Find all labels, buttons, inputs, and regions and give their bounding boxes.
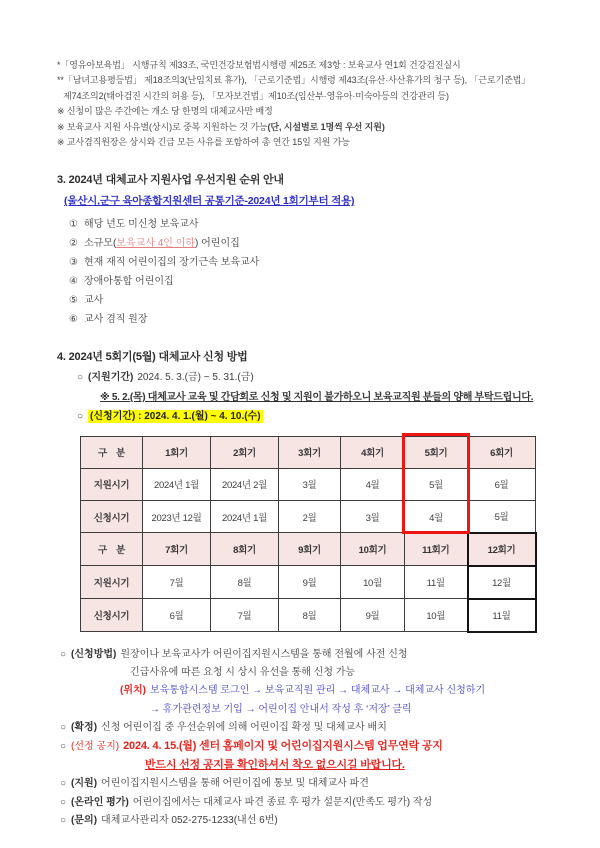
round-header-cell: 12회기 (468, 533, 536, 566)
legal-note-line-2: **「남녀고용평등법」 제18조의3(난임치료 휴가), 「근로기준법」시행령 제43조(유산·사산휴가의 청구 등), 「근로기준법」 (57, 75, 531, 86)
row-label-cell: 신청시기 (81, 599, 143, 632)
schedule-table (80, 436, 535, 633)
priority-item-5: ⑤ 교사 (69, 295, 104, 307)
confirm-line: ○ (확정) 신청 어린이집 중 우선순위에 의해 어린이집 확정 및 대체교사 배치 (60, 721, 387, 733)
support-month-cell: 6월 (468, 468, 536, 500)
bullet-circle: ○ (60, 796, 67, 808)
announcement-warning-line: 반드시 선정 공지를 확인하셔서 착오 없으시길 바랍니다. (145, 759, 405, 772)
location-path-line-1: (위치) 보육통합시스템 로그인 → 보육교직원 관리 → 대체교사 → 대체교사 신청하기 (120, 685, 486, 697)
support-month-row-2 (81, 566, 536, 599)
support-month-cell: 11월 (405, 566, 468, 599)
apply-period-highlight: (신청기간) : 2024. 4. 1.(월) ~ 4. 10.(수) (90, 411, 261, 423)
round-header-cell: 6회기 (468, 436, 536, 468)
apply-month-cell: 5월 (468, 500, 536, 533)
table-header-row-2 (81, 533, 536, 566)
support-month-cell: 7월 (143, 566, 211, 599)
priority-list (69, 215, 557, 329)
legal-notes (57, 58, 557, 150)
legal-note-line-3: 제74조의2(태아검진 시간의 허용 등), 「모자보건법」제10조(임산부·영유아·미숙아등의 건강관리 등) (63, 90, 449, 101)
bullet-circle: ○ (60, 740, 67, 752)
round-header-cell: 9회기 (279, 533, 341, 566)
table-header-row-1 (81, 436, 536, 468)
round-header-cell: 8회기 (211, 533, 279, 566)
row-label-cell: 신청시기 (81, 500, 143, 533)
dispatch-line: ○ (지원) 어린이집지원시스템을 통해 어린이집에 통보 및 대체교사 파견 (60, 778, 369, 790)
apply-month-cell: 9월 (341, 599, 405, 632)
round-header-cell: 2회기 (211, 436, 279, 468)
bullet-circle: ○ (60, 814, 67, 826)
document-content (57, 58, 557, 830)
bullet-circle: ○ (60, 648, 67, 660)
assignment-note-2: ※ 보육교사 지원 사유별(상시)로 중복 지원하는 것 가능(단, 시설별로 1명씩 우선 지원) (57, 121, 385, 132)
apply-method-line-2: 긴급사유에 따른 요청 시 상시 유선을 통해 신청 가능 (130, 667, 356, 679)
section4-title: 4. 2024년 5회기(5월) 대체교사 신청 방법 (57, 351, 248, 364)
apply-month-cell: 6월 (143, 599, 211, 632)
round-header-cell-5th: 5회기 (405, 436, 468, 468)
round-header-cell: 10회기 (341, 533, 405, 566)
apply-month-row-1 (81, 500, 536, 533)
apply-month-cell: 8월 (279, 599, 341, 632)
support-month-cell: 9월 (279, 566, 341, 599)
support-month-cell: 3월 (279, 468, 341, 500)
priority-item-4: ④ 장애아통합 어린이집 (69, 276, 174, 288)
apply-month-cell: 10월 (405, 599, 468, 632)
education-day-notice: ※ 5. 2.(목) 대체교사 교육 및 간담회로 신청 및 지원이 불가하오니 보육교직원 분들의 양해 부탁드립니다. (100, 391, 534, 403)
contact-line: ○ (문의) 대체교사관리자 052-275-1233(내선 6번) (60, 814, 278, 826)
support-month-cell: 2024년 2월 (211, 468, 279, 500)
legal-note-line-1: *「영유아보육법」 시행규칙 제33조, 국민건강보험법시행령 제25조 제3항 : 보육교사 연1회 건강검진실시 (57, 60, 461, 70)
apply-month-cell: 7월 (211, 599, 279, 632)
apply-month-cell-5th: 4월 (405, 500, 468, 533)
method-notes (60, 646, 557, 830)
bullet-circle: ○ (60, 721, 67, 733)
support-month-cell: 8월 (211, 566, 279, 599)
corner-cell: 구 분 (81, 533, 143, 566)
support-period-line: ○ (지원기간) 2024. 5. 3.(금) ~ 5. 31.(금) (77, 372, 254, 384)
support-month-cell-5th: 5월 (405, 468, 468, 500)
priority-item-6: ⑥ 교사 겸직 원장 (69, 314, 148, 326)
assignment-note-3: ※ 교사겸직원장은 상시와 긴급 모든 사유를 포함하여 총 연간 15일 지원 가능 (57, 137, 350, 148)
apply-period-line (77, 407, 557, 427)
round-header-cell: 3회기 (279, 436, 341, 468)
support-month-cell: 10월 (341, 566, 405, 599)
section4-lines (77, 368, 557, 427)
priority-item-1: ① 해당 년도 미신청 보육교사 (69, 219, 199, 231)
round-header-cell: 7회기 (143, 533, 211, 566)
apply-month-cell: 11월 (468, 599, 536, 632)
bullet-circle: ○ (60, 778, 67, 790)
announcement-line: ○ (선정 공지) 2024. 4. 15.(월) 센터 홈페이지 및 어린이집지원시스템 업무연락 공지 (60, 739, 443, 752)
priority-item-2: ② 소규모(보육교사 4인 이하) 어린이집 (69, 238, 240, 250)
apply-month-cell: 2월 (279, 500, 341, 533)
corner-cell: 구 분 (81, 436, 143, 468)
bullet-circle: ○ (77, 411, 84, 423)
apply-method-line: ○ (신청방법) 원장이나 보육교사가 어린이집지원시스템을 통해 전월에 사전 신청 (60, 648, 408, 660)
round-header-cell: 1회기 (143, 436, 211, 468)
apply-month-cell: 2024년 1월 (211, 500, 279, 533)
row-label-cell: 지원시기 (81, 566, 143, 599)
support-month-cell: 4월 (341, 468, 405, 500)
location-path-line-2: → 휴가관련정보 기입 → 어린이집 안내서 작성 후 ‘저장’ 클릭 (150, 703, 412, 715)
apply-month-cell: 3월 (341, 500, 405, 533)
row-label-cell: 지원시기 (81, 468, 143, 500)
support-month-cell: 12월 (468, 566, 536, 599)
section3-title: 3. 2024년 대체교사 지원사업 우선지원 순위 안내 (57, 174, 284, 187)
support-month-row-1 (81, 468, 536, 500)
round-header-cell: 4회기 (341, 436, 405, 468)
support-month-cell: 2024년 1월 (143, 468, 211, 500)
online-eval-line: ○ (온라인 평가) 어린이집에서는 대체교사 파견 종료 후 평가 설문지(만족도 평가) 작성 (60, 796, 433, 808)
section3-subtitle: (울산시,군구 육아종합지원센터 공통기준-2024년 1회기부터 적용) (64, 195, 355, 208)
apply-month-row-2 (81, 599, 536, 632)
priority-item-3: ③ 현재 재직 어린이집의 장기근속 보육교사 (69, 257, 260, 269)
assignment-note-1: ※ 신청이 많은 주간에는 개소 당 한명의 대체교사만 배정 (57, 106, 273, 117)
round-header-cell: 11회기 (405, 533, 468, 566)
bullet-circle: ○ (77, 372, 84, 384)
apply-month-cell: 2023년 12월 (143, 500, 211, 533)
